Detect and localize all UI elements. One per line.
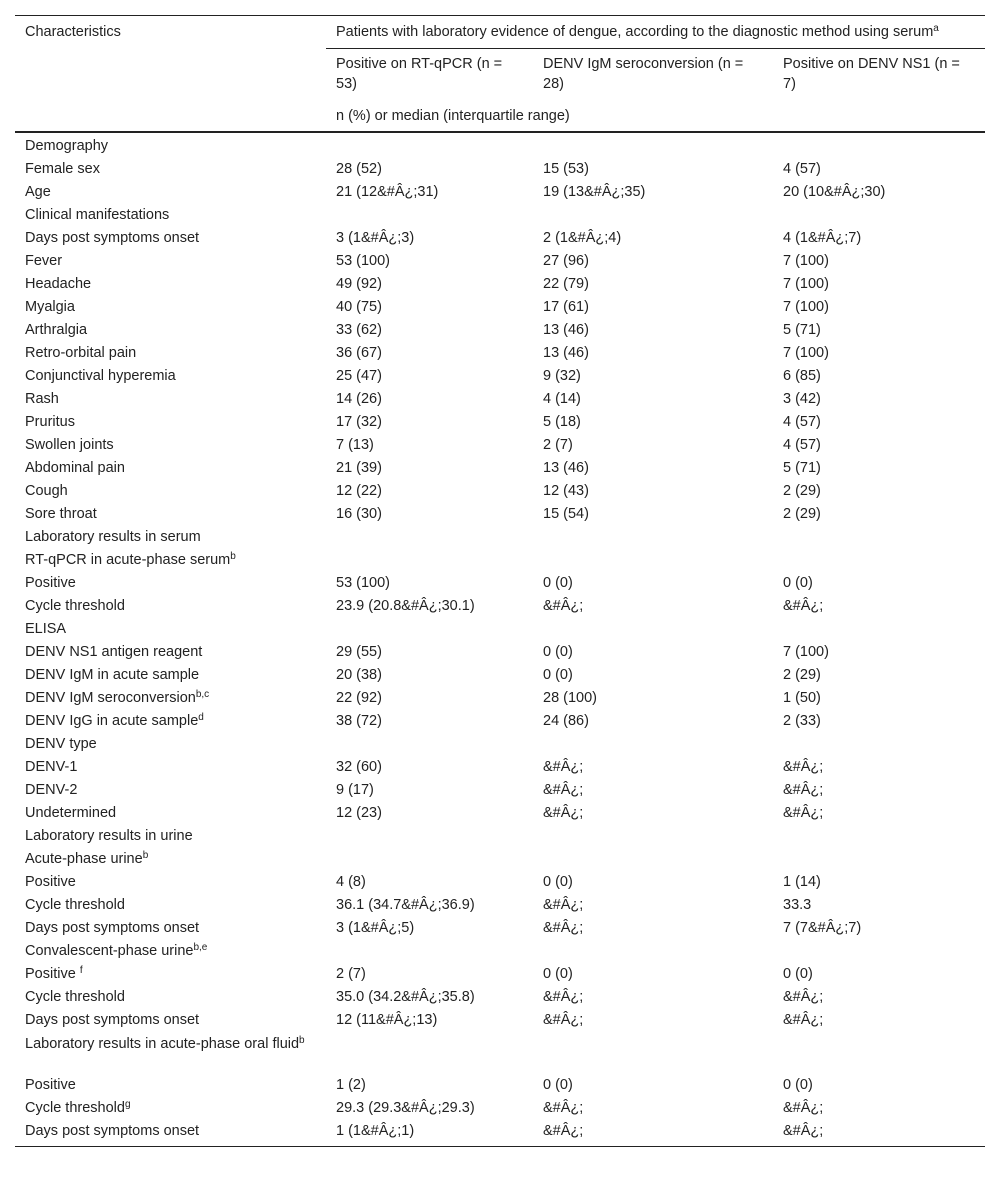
row-label: Laboratory results in serum <box>25 529 201 545</box>
ns1-value <box>773 733 985 756</box>
table-row <box>15 848 985 871</box>
row-label-cell <box>15 825 326 848</box>
igm-value <box>533 204 773 227</box>
ns1-value: 2 (29) <box>783 667 821 683</box>
rtqpcr-value: 21 (12&#Â¿;31) <box>336 184 439 200</box>
footnote-marker: a <box>933 23 939 34</box>
row-label: Days post symptoms onset <box>25 920 200 936</box>
igm-value: &#Â¿; <box>543 989 584 1005</box>
header-blank-cell <box>15 98 326 132</box>
row-label-cell <box>15 871 326 894</box>
ns1-value: &#Â¿; <box>783 1100 824 1116</box>
ns1-value: 4 (1&#Â¿;7) <box>783 230 862 246</box>
rtqpcr-value: 29 (55) <box>336 644 382 660</box>
table-row <box>15 388 985 411</box>
row-label-cell <box>15 756 326 779</box>
row-label-cell <box>15 503 326 526</box>
footnote-marker: b <box>230 551 236 562</box>
row-label-cell <box>15 710 326 733</box>
row-label-cell <box>15 365 326 388</box>
rtqpcr-value: 12 (11&#Â¿;13) <box>336 1012 438 1028</box>
table-row <box>15 1120 985 1147</box>
row-label: Age <box>25 184 51 200</box>
table-row <box>15 963 985 986</box>
ns1-value: &#Â¿; <box>773 1120 985 1147</box>
ns1-value: 2 (33) <box>783 713 821 729</box>
table-row <box>15 871 985 894</box>
row-label-cell <box>15 1120 326 1147</box>
rtqpcr-value: 9 (17) <box>336 782 374 798</box>
patient-group-header <box>326 16 985 49</box>
ns1-value <box>773 848 985 871</box>
igm-value: 17 (61) <box>543 299 589 315</box>
row-label-cell <box>15 434 326 457</box>
row-label: Cough <box>25 483 68 499</box>
rtqpcr-value <box>326 618 533 641</box>
row-label: Acute-phase urine <box>25 851 143 867</box>
ns1-value <box>773 825 985 848</box>
row-label: DENV-2 <box>25 782 78 798</box>
ns1-value: 4 (57) <box>783 161 821 177</box>
igm-value: 12 (43) <box>543 483 589 499</box>
row-label-cell <box>15 963 326 986</box>
rtqpcr-value: 29.3 (29.3&#Â¿;29.3) <box>336 1100 475 1116</box>
rtqpcr-value: 36.1 (34.7&#Â¿;36.9) <box>336 897 475 913</box>
row-label-cell <box>15 848 326 871</box>
ns1-value: 7 (100) <box>783 276 829 292</box>
row-label: ELISA <box>25 621 67 637</box>
row-label-cell <box>15 1074 326 1097</box>
igm-value <box>533 618 773 641</box>
table-row <box>15 457 985 480</box>
igm-value: 28 (100) <box>543 690 598 706</box>
ns1-value: 7 (100) <box>783 345 829 361</box>
rtqpcr-value: 17 (32) <box>336 414 382 430</box>
row-label: Days post symptoms onset <box>25 230 200 246</box>
table-row <box>15 802 985 825</box>
rtqpcr-value: 21 (39) <box>336 460 382 476</box>
table-row <box>15 1032 985 1074</box>
table-row <box>15 132 985 158</box>
row-label: Convalescent-phase urine <box>25 943 194 959</box>
igm-value: &#Â¿; <box>533 1120 773 1147</box>
igm-value: &#Â¿; <box>543 598 584 614</box>
table-row <box>15 480 985 503</box>
rtqpcr-value: 25 (47) <box>336 368 382 384</box>
rtqpcr-value: 22 (92) <box>336 690 382 706</box>
row-label-cell <box>15 549 326 572</box>
table-row <box>15 940 985 963</box>
row-label-cell <box>15 894 326 917</box>
table-row <box>15 825 985 848</box>
rtqpcr-value <box>326 848 533 871</box>
row-label: Undetermined <box>25 805 117 821</box>
row-label: DENV NS1 antigen reagent <box>25 644 203 660</box>
characteristics-header: Characteristics <box>15 16 326 49</box>
row-label-cell <box>15 641 326 664</box>
igm-value: 0 (0) <box>543 1077 573 1093</box>
row-label: Cycle threshold <box>25 989 125 1005</box>
row-label: DENV IgM in acute sample <box>25 667 200 683</box>
rtqpcr-value: 40 (75) <box>336 299 382 315</box>
igm-value: 9 (32) <box>543 368 581 384</box>
igm-column-header: DENV IgM seroconversion (n = 28) <box>543 56 744 92</box>
rtqpcr-value: 1 (2) <box>336 1077 366 1093</box>
ns1-value: 4 (57) <box>783 437 821 453</box>
row-label-cell <box>15 733 326 756</box>
row-label: DENV-1 <box>25 759 78 775</box>
row-label-cell <box>15 411 326 434</box>
row-label: Positive <box>25 1077 76 1093</box>
row-label-cell <box>15 779 326 802</box>
ns1-value: 6 (85) <box>783 368 821 384</box>
ns1-value: 1 (50) <box>783 690 821 706</box>
rtqpcr-value: 32 (60) <box>336 759 382 775</box>
footnote-marker: b,c <box>195 689 210 700</box>
table-row <box>15 986 985 1009</box>
table-row <box>15 158 985 181</box>
rtqpcr-value: 14 (26) <box>336 391 382 407</box>
row-label-cell <box>15 917 326 940</box>
igm-value: 15 (53) <box>543 161 589 177</box>
row-label-cell <box>15 986 326 1009</box>
row-label: Clinical manifestations <box>25 207 170 223</box>
table-row <box>15 204 985 227</box>
ns1-value: 33.3 <box>783 897 812 913</box>
igm-value <box>533 848 773 871</box>
row-label-cell <box>15 1009 326 1032</box>
igm-value: 0 (0) <box>543 966 573 982</box>
ns1-value: 0 (0) <box>783 1077 813 1093</box>
footnote-marker: f <box>79 965 83 976</box>
table-row <box>15 618 985 641</box>
ns1-value: &#Â¿; <box>783 805 824 821</box>
ns1-value: 20 (10&#Â¿;30) <box>783 184 886 200</box>
ns1-value: &#Â¿; <box>783 759 824 775</box>
igm-value <box>533 825 773 848</box>
row-label: Cycle threshold <box>25 1100 125 1116</box>
ns1-value: &#Â¿; <box>783 782 824 798</box>
igm-value: 0 (0) <box>543 667 573 683</box>
table-row <box>15 595 985 618</box>
igm-value: &#Â¿; <box>543 782 584 798</box>
rtqpcr-value <box>326 549 533 572</box>
rtqpcr-value: 53 (100) <box>336 253 391 269</box>
igm-value: &#Â¿; <box>543 1100 584 1116</box>
row-label: Abdominal pain <box>25 460 125 476</box>
row-label-cell <box>15 227 326 250</box>
table-header <box>15 16 985 133</box>
igm-value: 2 (1&#Â¿;4) <box>543 230 622 246</box>
ns1-column-header: Positive on DENV NS1 (n = 7) <box>783 56 960 92</box>
ns1-value: 2 (29) <box>783 483 821 499</box>
table-row <box>15 181 985 204</box>
ns1-value: 5 (71) <box>783 460 821 476</box>
row-label: Cycle threshold <box>25 598 125 614</box>
ns1-value <box>773 940 985 963</box>
row-label: DENV type <box>25 736 97 752</box>
igm-value: &#Â¿; <box>543 1012 584 1028</box>
table-row <box>15 710 985 733</box>
row-label-cell <box>15 940 326 963</box>
igm-value: &#Â¿; <box>543 805 584 821</box>
igm-value: 13 (46) <box>543 460 589 476</box>
row-label-cell <box>15 204 326 227</box>
rtqpcr-value: 12 (23) <box>336 805 382 821</box>
rtqpcr-value: 7 (13) <box>336 437 374 453</box>
table-row <box>15 411 985 434</box>
footnote-marker: b <box>299 1035 305 1046</box>
igm-value: 13 (46) <box>543 322 589 338</box>
row-label: Positive <box>25 575 76 591</box>
row-label: Retro-orbital pain <box>25 345 137 361</box>
footnote-marker: b <box>142 850 149 861</box>
rtqpcr-value: 33 (62) <box>336 322 382 338</box>
ns1-value: 0 (0) <box>783 575 813 591</box>
table-row <box>15 296 985 319</box>
rtqpcr-value: 36 (67) <box>336 345 382 361</box>
igm-value: 4 (14) <box>543 391 581 407</box>
footnote-marker: b,e <box>193 942 208 953</box>
table-row <box>15 894 985 917</box>
table-row <box>15 572 985 595</box>
row-label: Conjunctival hyperemia <box>25 368 176 384</box>
row-label: Rash <box>25 391 59 407</box>
table-row <box>15 526 985 549</box>
row-label-cell <box>15 457 326 480</box>
igm-value: 0 (0) <box>543 644 573 660</box>
rtqpcr-value: 3 (1&#Â¿;5) <box>336 920 415 936</box>
table-row <box>15 779 985 802</box>
row-label-cell <box>15 181 326 204</box>
igm-value <box>533 733 773 756</box>
ns1-value: &#Â¿; <box>783 598 824 614</box>
row-label-cell <box>15 526 326 549</box>
row-label-cell <box>15 250 326 273</box>
footnote-marker: g <box>124 1099 131 1110</box>
igm-value: 15 (54) <box>543 506 589 522</box>
igm-value: 22 (79) <box>543 276 589 292</box>
igm-value: 5 (18) <box>543 414 581 430</box>
rtqpcr-value <box>326 204 533 227</box>
header-row-2 <box>15 49 985 99</box>
igm-value: 13 (46) <box>543 345 589 361</box>
ns1-value: 7 (7&#Â¿;7) <box>783 920 862 936</box>
row-label: DENV IgM seroconversion <box>25 690 196 706</box>
row-label: Positive <box>25 874 76 890</box>
rtqpcr-value: 38 (72) <box>336 713 382 729</box>
footnote-marker: d <box>198 712 204 723</box>
ns1-value: 5 (71) <box>783 322 821 338</box>
table-row <box>15 1074 985 1097</box>
igm-value <box>533 549 773 572</box>
ns1-value <box>773 132 985 158</box>
igm-value: 2 (7) <box>543 437 573 453</box>
table-body <box>15 132 985 1147</box>
row-label: Headache <box>25 276 92 292</box>
rtqpcr-value: 20 (38) <box>336 667 382 683</box>
row-label-cell <box>15 388 326 411</box>
row-label-cell <box>15 342 326 365</box>
ns1-value: 7 (100) <box>783 253 829 269</box>
rtqpcr-column-header: Positive on RT-qPCR (n = 53) <box>336 56 503 92</box>
row-label-cell <box>15 802 326 825</box>
table-row <box>15 503 985 526</box>
units-header: n (%) or median (interquartile range) <box>336 108 570 124</box>
row-label-cell <box>15 480 326 503</box>
rtqpcr-value <box>326 940 533 963</box>
ns1-value: 0 (0) <box>783 966 813 982</box>
row-label-cell <box>15 595 326 618</box>
rtqpcr-value: 2 (7) <box>336 966 366 982</box>
row-label: DENV IgG in acute sample <box>25 713 199 729</box>
rtqpcr-value: 49 (92) <box>336 276 382 292</box>
row-label: Fever <box>25 253 63 269</box>
table-row <box>15 664 985 687</box>
rtqpcr-value <box>326 733 533 756</box>
igm-value <box>533 526 773 549</box>
row-label-cell <box>15 132 326 158</box>
row-label-cell <box>15 296 326 319</box>
row-label: Myalgia <box>25 299 75 315</box>
row-label-cell <box>15 618 326 641</box>
table-row <box>15 733 985 756</box>
ns1-value <box>773 1032 985 1074</box>
row-label: Cycle threshold <box>25 897 125 913</box>
rtqpcr-value: 35.0 (34.2&#Â¿;35.8) <box>336 989 475 1005</box>
table-row <box>15 549 985 572</box>
ns1-value: &#Â¿; <box>783 1012 824 1028</box>
ns1-value: 7 (100) <box>783 299 829 315</box>
row-label: Swollen joints <box>25 437 114 453</box>
header-row-1 <box>15 16 985 49</box>
table-row <box>15 319 985 342</box>
table-row <box>15 1009 985 1032</box>
igm-value: 24 (86) <box>543 713 589 729</box>
ns1-value <box>773 618 985 641</box>
rtqpcr-value <box>326 825 533 848</box>
table-row <box>15 273 985 296</box>
patient-group-title: Patients with laboratory evidence of dengue, according to the diagnostic method using serum <box>336 24 934 40</box>
table-row <box>15 227 985 250</box>
igm-value <box>533 132 773 158</box>
row-label-cell <box>15 572 326 595</box>
row-label: Laboratory results in urine <box>25 828 193 844</box>
ns1-value: 1 (14) <box>783 874 821 890</box>
rtqpcr-value: 3 (1&#Â¿;3) <box>336 230 415 246</box>
row-label-cell <box>15 158 326 181</box>
igm-value: 19 (13&#Â¿;35) <box>543 184 646 200</box>
igm-value: 0 (0) <box>543 575 573 591</box>
rtqpcr-value: 53 (100) <box>336 575 391 591</box>
row-label: Pruritus <box>25 414 75 430</box>
rtqpcr-value: 16 (30) <box>336 506 382 522</box>
dengue-characteristics-table-container <box>15 15 985 1147</box>
igm-value: 27 (96) <box>543 253 589 269</box>
rtqpcr-value: 12 (22) <box>336 483 382 499</box>
row-label: Positive <box>25 966 80 982</box>
table-row <box>15 434 985 457</box>
row-label: Days post symptoms onset <box>25 1012 200 1028</box>
table-row <box>15 342 985 365</box>
rtqpcr-value <box>326 132 533 158</box>
header-row-3 <box>15 98 985 132</box>
row-label: Days post symptoms onset <box>25 1123 200 1139</box>
table-row <box>15 641 985 664</box>
igm-value <box>533 1032 773 1074</box>
ns1-value <box>773 549 985 572</box>
row-label-cell <box>15 687 326 710</box>
row-label: Demography <box>25 138 109 154</box>
ns1-value: 3 (42) <box>783 391 821 407</box>
rtqpcr-value <box>326 526 533 549</box>
table-row <box>15 365 985 388</box>
table-row <box>15 687 985 710</box>
ns1-value <box>773 526 985 549</box>
row-label: Arthralgia <box>25 322 88 338</box>
row-label-cell <box>15 1097 326 1120</box>
ns1-value: 4 (57) <box>783 414 821 430</box>
table-row <box>15 756 985 779</box>
igm-value: &#Â¿; <box>543 920 584 936</box>
igm-value: 0 (0) <box>543 874 573 890</box>
rtqpcr-value: 4 (8) <box>336 874 366 890</box>
igm-value <box>533 940 773 963</box>
table-row <box>15 1097 985 1120</box>
rtqpcr-value: 23.9 (20.8&#Â¿;30.1) <box>336 598 475 614</box>
row-label-cell <box>15 1032 326 1074</box>
row-label: Female sex <box>25 161 100 177</box>
row-label: Laboratory results in acute-phase oral fluid <box>25 1036 300 1052</box>
row-label: RT-qPCR in acute-phase serum <box>25 552 231 568</box>
rtqpcr-value: 1 (1&#Â¿;1) <box>326 1120 533 1147</box>
table-row <box>15 250 985 273</box>
igm-value: &#Â¿; <box>543 759 584 775</box>
ns1-value: 2 (29) <box>783 506 821 522</box>
ns1-value <box>773 204 985 227</box>
row-label: Sore throat <box>25 506 97 522</box>
row-label-cell <box>15 319 326 342</box>
rtqpcr-value: 28 (52) <box>336 161 382 177</box>
rtqpcr-value <box>326 1032 533 1074</box>
igm-value: &#Â¿; <box>543 897 584 913</box>
ns1-value: 7 (100) <box>783 644 829 660</box>
row-label-cell <box>15 664 326 687</box>
table-row <box>15 917 985 940</box>
header-blank-cell <box>15 49 326 99</box>
row-label-cell <box>15 273 326 296</box>
ns1-value: &#Â¿; <box>783 989 824 1005</box>
dengue-characteristics-table <box>15 15 985 1147</box>
